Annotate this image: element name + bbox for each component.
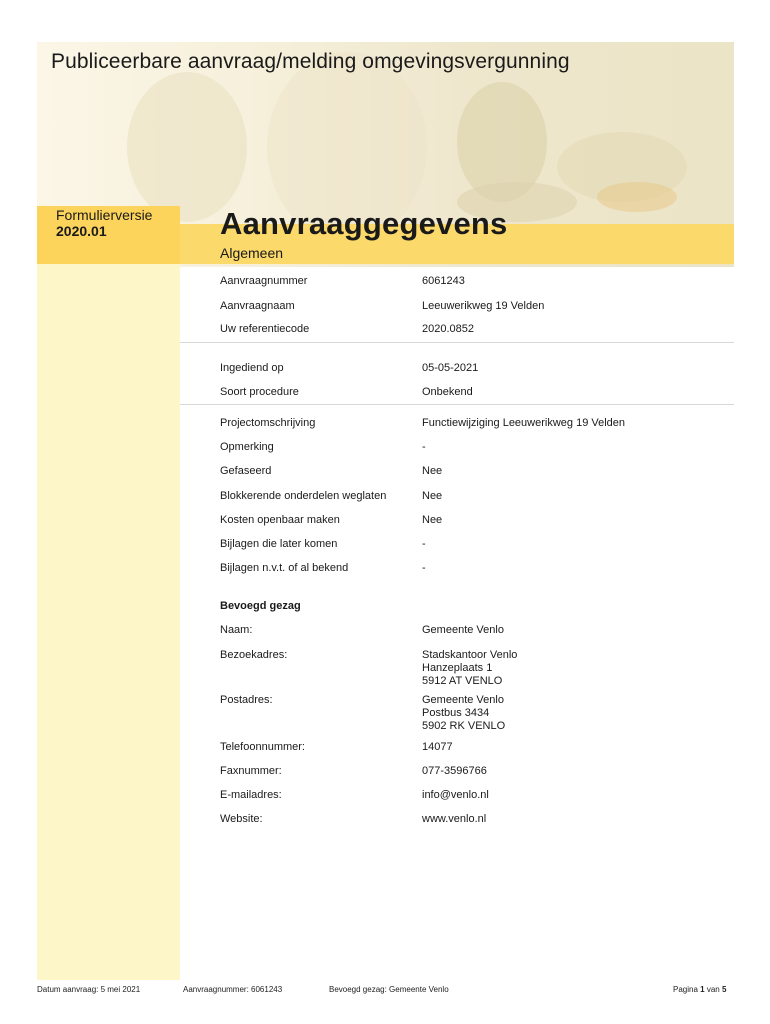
- form-version-value: 2020.01: [56, 223, 107, 239]
- field-label: Projectomschrijving: [220, 417, 316, 429]
- divider: [180, 404, 734, 405]
- field-value: 14077: [422, 741, 453, 753]
- field-value: Functiewijziging Leeuwerikweg 19 Velden: [422, 417, 626, 429]
- page-current: 1: [700, 985, 705, 994]
- field-value: 2020.0852: [422, 323, 474, 335]
- field-label: Kosten openbaar maken: [220, 514, 340, 526]
- form-version-label: Formulierversie: [56, 207, 153, 223]
- field-label: Uw referentiecode: [220, 323, 310, 335]
- field-value: Stadskantoor Venlo Hanzeplaats 1 5912 AT VENLO: [422, 649, 518, 687]
- footer-pagination: [673, 985, 726, 994]
- authority-heading: Bevoegd gezag: [220, 600, 301, 612]
- field-label: Faxnummer:: [220, 765, 282, 777]
- field-value: Nee: [422, 465, 443, 477]
- subtitle-bar: [218, 243, 734, 264]
- field-value: Nee: [422, 490, 443, 502]
- field-label: Blokkerende onderdelen weglaten: [220, 490, 387, 502]
- page-separator: van: [706, 985, 720, 994]
- field-value: -: [422, 538, 426, 550]
- field-label: Ingediend op: [220, 362, 284, 374]
- field-value: Gemeente Venlo: [422, 624, 504, 636]
- field-label: Opmerking: [220, 441, 274, 453]
- field-value: info@venlo.nl: [422, 789, 489, 801]
- field-value: 077-3596766: [422, 765, 487, 777]
- field-value: 05-05-2021: [422, 362, 479, 374]
- footer-request-number: Aanvraagnummer: 6061243: [183, 985, 283, 994]
- page-prefix: Pagina: [673, 985, 698, 994]
- divider: [180, 342, 734, 343]
- sidebar-strip: [37, 264, 180, 980]
- field-value: www.venlo.nl: [422, 813, 487, 825]
- field-label: Telefoonnummer:: [220, 741, 305, 753]
- field-label: Gefaseerd: [220, 465, 272, 477]
- field-value: 6061243: [422, 275, 465, 287]
- document-page: [37, 42, 734, 980]
- field-label: Naam:: [220, 624, 253, 636]
- field-label: Aanvraagnaam: [220, 300, 295, 312]
- field-value: -: [422, 562, 426, 574]
- field-label: Website:: [220, 813, 263, 825]
- page-total: 5: [721, 985, 727, 994]
- section-subtitle: Algemeen: [220, 245, 284, 261]
- footer-authority: Bevoegd gezag: Gemeente Venlo: [329, 985, 449, 994]
- field-value: -: [422, 441, 426, 453]
- field-label: Postadres:: [220, 694, 273, 706]
- field-label: Bijlagen die later komen: [220, 538, 338, 550]
- field-value: Nee: [422, 514, 443, 526]
- field-label: Bijlagen n.v.t. of al bekend: [220, 562, 349, 574]
- section-title: Aanvraaggegevens: [220, 206, 508, 241]
- field-value: Onbekend: [422, 386, 473, 398]
- footer-date: Datum aanvraag: 5 mei 2021: [37, 985, 141, 994]
- field-value: Leeuwerikweg 19 Velden: [422, 300, 545, 312]
- field-value: Gemeente Venlo Postbus 3434 5902 RK VENLO: [422, 694, 506, 732]
- field-label: E-mailadres:: [220, 789, 282, 801]
- field-label: Aanvraagnummer: [220, 275, 308, 287]
- field-label: Bezoekadres:: [220, 649, 288, 661]
- page-title: Publiceerbare aanvraag/melding omgevingsvergunning: [51, 50, 570, 73]
- field-label: Soort procedure: [220, 386, 299, 398]
